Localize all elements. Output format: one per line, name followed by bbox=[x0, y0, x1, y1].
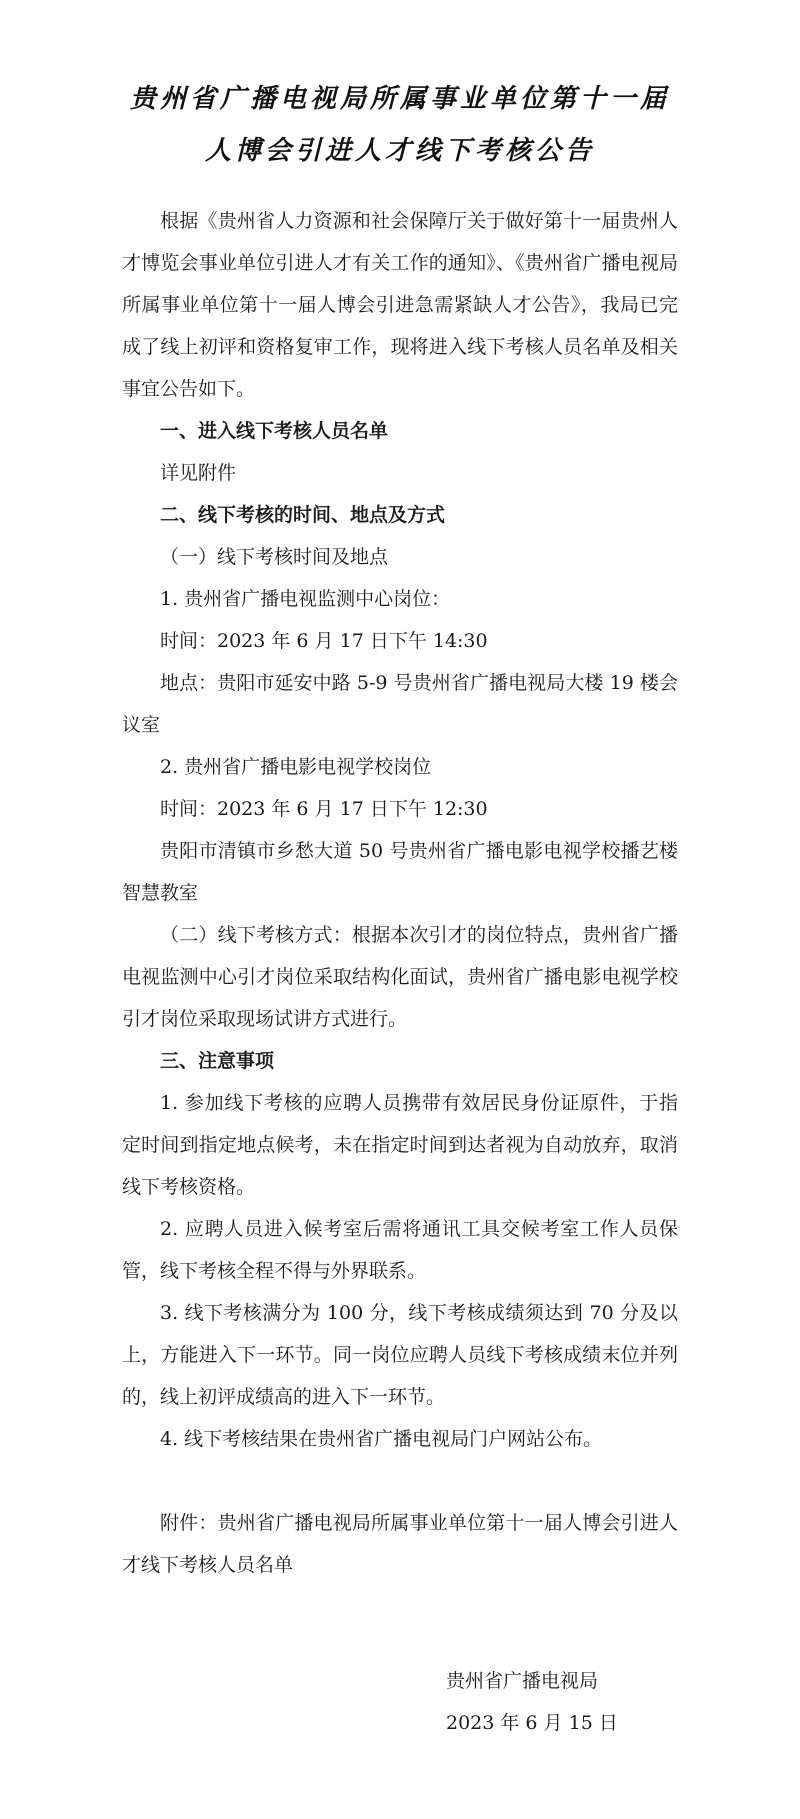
notice-item-4: 4. 线下考核结果在贵州省广播电视局门户网站公布。 bbox=[160, 1428, 603, 1450]
signature-org: 贵州省广播电视局 bbox=[446, 1670, 599, 1692]
item-1-place: 地点：贵阳市延安中路 5-9 号贵州省广播电视局大楼 19 楼会议室 bbox=[122, 672, 678, 736]
item-2-time: 时间：2023 年 6 月 17 日下午 12:30 bbox=[160, 798, 488, 820]
title-line-2: 人博会引进人才线下考核公告 bbox=[204, 136, 595, 166]
notice-item-2: 2. 应聘人员进入候考室后需将通讯工具交候考室工作人员保管，线下考核全程不得与外界联系。 bbox=[122, 1218, 678, 1282]
section-1-text: 详见附件 bbox=[160, 462, 237, 484]
section-1-heading: 一、进入线下考核人员名单 bbox=[160, 420, 389, 442]
attachment-note: 附件：贵州省广播电视局所属事业单位第十一届人博会引进人才线下考核人员名单 bbox=[122, 1512, 678, 1576]
intro-paragraph: 根据《贵州省人力资源和社会保障厅关于做好第十一届贵州人才博览会事业单位引进人才有关工作的通知》、《贵州省广播电视局所属事业单位第十一届人博会引进急需紧缺人才公告》，我局已完成了线上初评和资格复审工作，现将进入线下考核人员名单及相关事宜公告如下。 bbox=[122, 210, 678, 400]
notice-item-3: 3. 线下考核满分为 100 分，线下考核成绩须达到 70 分及以上，方能进入下一环节。同一岗位应聘人员线下考核成绩末位并列的，线上初评成绩高的进入下一环节。 bbox=[122, 1302, 678, 1408]
section-2-subheading-2: （二）线下考核方式：根据本次引才的岗位特点，贵州省广播电视监测中心引才岗位采取结构化面试，贵州省广播电影电视学校引才岗位采取现场试讲方式进行。 bbox=[122, 924, 678, 1030]
signature-block bbox=[446, 1660, 618, 1744]
item-2-place: 贵阳市清镇市乡愁大道 50 号贵州省广播电影电视学校播艺楼智慧教室 bbox=[122, 840, 678, 904]
item-1-time: 时间：2023 年 6 月 17 日下午 14:30 bbox=[160, 630, 488, 652]
section-3-heading: 三、注意事项 bbox=[160, 1050, 275, 1072]
document-body bbox=[122, 200, 678, 1586]
signature-date: 2023 年 6 月 15 日 bbox=[446, 1712, 618, 1734]
section-2-subheading-1: （一）线下考核时间及地点 bbox=[160, 546, 389, 568]
item-2-title: 2. 贵州省广播电影电视学校岗位 bbox=[160, 756, 432, 778]
title-line-1: 贵州省广播电视局所属事业单位第十一届 bbox=[129, 84, 670, 114]
notice-item-1: 1. 参加线下考核的应聘人员携带有效居民身份证原件，于指定时间到指定地点候考，未在指定时间到达者视为自动放弃，取消线下考核资格。 bbox=[122, 1092, 678, 1198]
item-1-title: 1. 贵州省广播电视监测中心岗位： bbox=[160, 588, 451, 610]
section-2-heading: 二、线下考核的时间、地点及方式 bbox=[160, 504, 446, 526]
